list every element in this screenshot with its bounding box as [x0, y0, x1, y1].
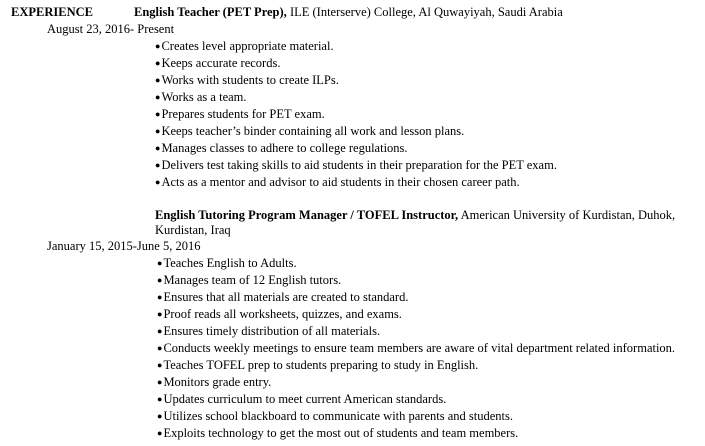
job-2-title: English Tutoring Program Manager / TOFEL Instructor, [155, 208, 459, 222]
bullet-icon: ● [157, 428, 163, 438]
bullet-icon: ● [157, 360, 163, 370]
bullet-icon: ● [157, 309, 163, 319]
job-2-header [155, 208, 705, 238]
section-heading: EXPERIENCE [11, 5, 93, 19]
list-item: ●Ensures timely distribution of all materials. [157, 324, 381, 338]
bullet-icon: ● [155, 143, 161, 153]
job-1-duties [155, 39, 557, 192]
list-item: ●Creates level appropriate material. [155, 39, 334, 53]
list-item: ●Teaches English to Adults. [157, 256, 297, 270]
list-item: ●Keeps accurate records. [155, 56, 281, 70]
list-item: ●Updates curriculum to meet current American standards. [157, 392, 447, 406]
list-item: ●Acts as a mentor and advisor to aid students in their chosen career path. [155, 175, 520, 189]
list-item: ●Keeps teacher’s binder containing all work and lesson plans. [155, 124, 465, 138]
list-item: ●Proof reads all worksheets, quizzes, and exams. [157, 307, 402, 321]
bullet-icon: ● [155, 126, 161, 136]
bullet-icon: ● [157, 326, 163, 336]
bullet-icon: ● [155, 160, 161, 170]
job-1-employer: ILE (Interserve) College, Al Quwayiyah, Saudi Arabia [286, 5, 563, 19]
list-item: ●Works as a team. [155, 90, 247, 104]
bullet-icon: ● [157, 377, 163, 387]
bullet-icon: ● [157, 292, 163, 302]
list-item: ●Delivers test taking skills to aid students in their preparation for the PET exam. [155, 158, 557, 172]
list-item: ●Exploits technology to get the most out of students and team members. [157, 426, 519, 440]
bullet-icon: ● [155, 92, 161, 102]
list-item: ●Teaches TOFEL prep to students preparing to study in English. [157, 358, 479, 372]
job-1-title: English Teacher (PET Prep), [134, 5, 287, 19]
list-item: ●Ensures that all materials are created to standard. [157, 290, 409, 304]
bullet-icon: ● [155, 58, 161, 68]
bullet-icon: ● [157, 411, 163, 421]
job-2-dates: January 15, 2015-June 5, 2016 [47, 239, 201, 253]
list-item: ●Monitors grade entry. [157, 375, 272, 389]
list-item: ●Manages team of 12 English tutors. [157, 273, 342, 287]
bullet-icon: ● [155, 109, 161, 119]
bullet-icon: ● [155, 177, 161, 187]
job-2-employer: American University of Kurdistan, Duhok, Kurdistan, Iraq [155, 208, 676, 237]
bullet-icon: ● [155, 75, 161, 85]
list-item: ●Manages classes to adhere to college regulations. [155, 141, 408, 155]
bullet-icon: ● [157, 258, 163, 268]
job-1-header [134, 5, 563, 20]
bullet-icon: ● [157, 343, 163, 353]
list-item: ●Utilizes school blackboard to communicate with parents and students. [157, 409, 514, 423]
list-item: ●Works with students to create ILPs. [155, 73, 339, 87]
bullet-icon: ● [157, 275, 163, 285]
bullet-icon: ● [155, 41, 161, 51]
job-2-duties [157, 256, 675, 443]
list-item: ●Conducts weekly meetings to ensure team members are aware of vital department related information. [157, 341, 676, 355]
job-1-dates: August 23, 2016- Present [47, 22, 175, 36]
bullet-icon: ● [157, 394, 163, 404]
list-item: ●Prepares students for PET exam. [155, 107, 325, 121]
